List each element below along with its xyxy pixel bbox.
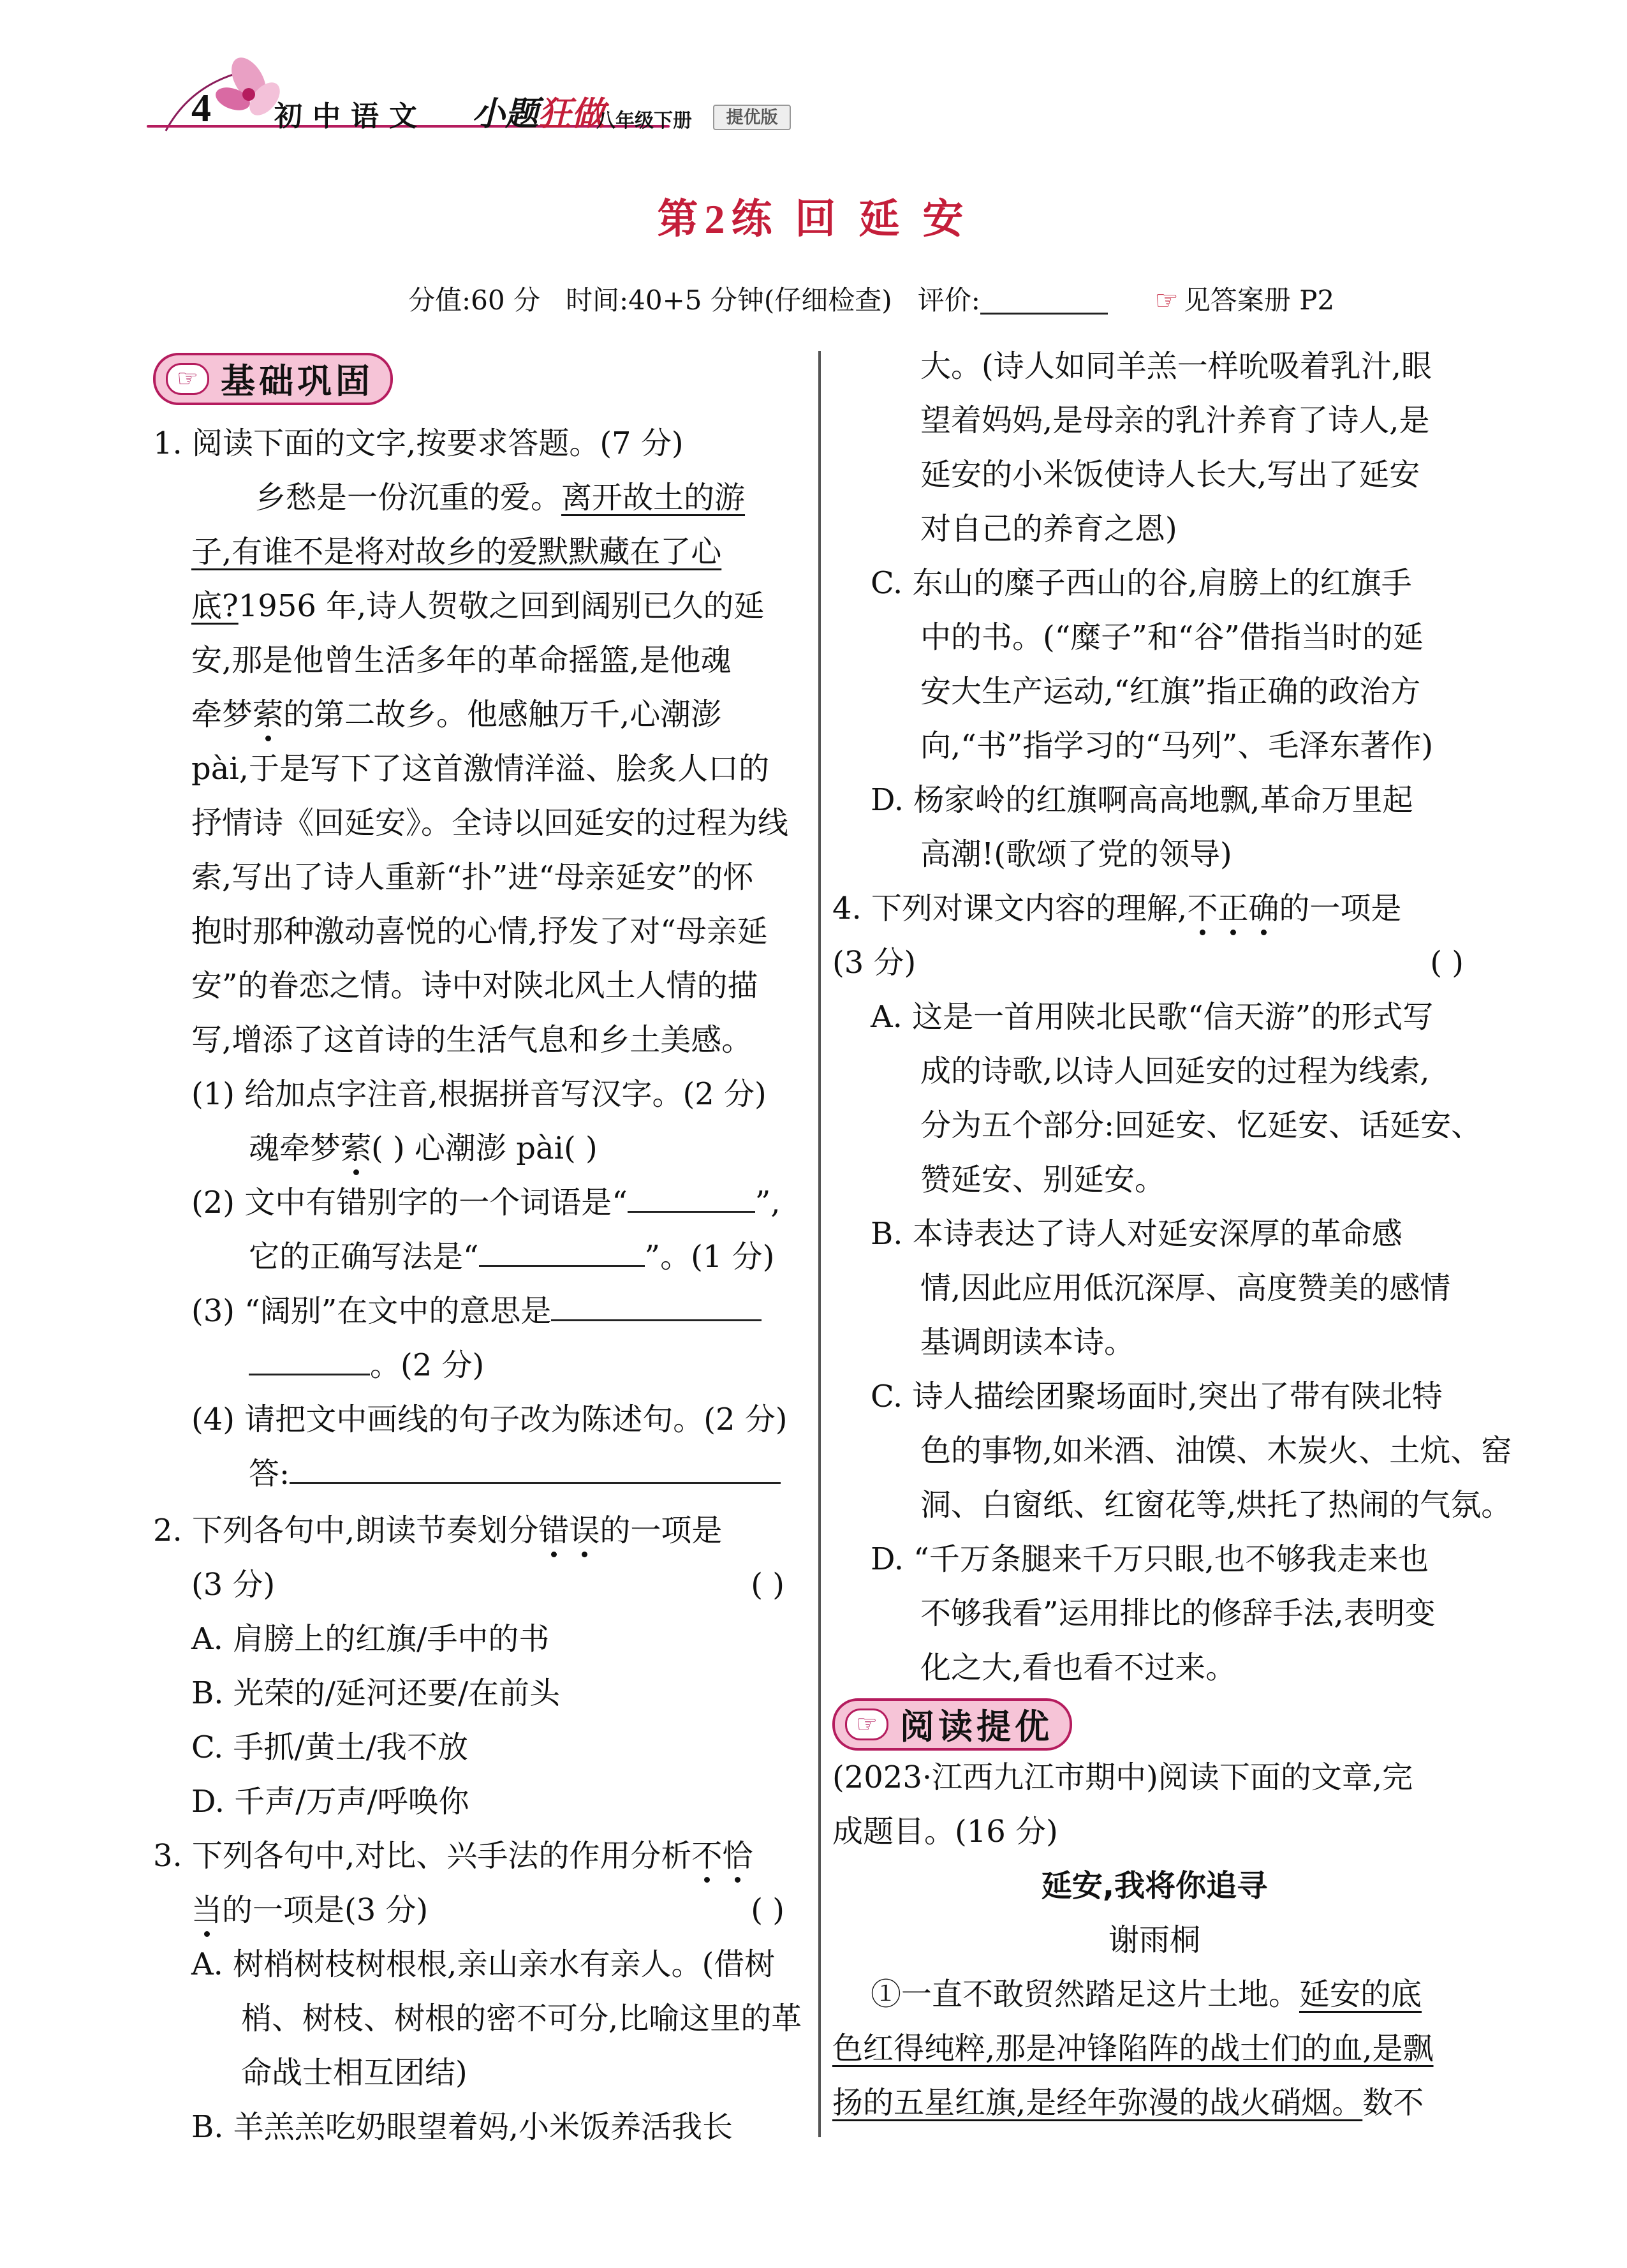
answer-blank[interactable] <box>290 1456 781 1484</box>
series-title: 初中语文 <box>274 101 427 132</box>
q3-options-left: A. 树梢树枝树根根,亲山亲水有亲人。(借树 梢、树枝、树根的密不可分,比喻这里的革 命战士相互团结) B. 羊羔羔吃奶眼望着妈,小米饭养活我长 <box>153 1938 797 2154</box>
q4-options: A. 这是一首用陕北民歌“信天游”的形式写 成的诗歌,以诗人回延安的过程为线索, 分为五个部分:回延安、忆延安、话延安、 赞延安、别延安。 B. 本诗表达了诗人对延安深厚的革命感 情,因此应用低沉深厚、高度赞美的感情 基调朗读本诗。 C. 诗人描绘团聚场面时,突出了带有陕北特 色的事物,如米酒、油馍、木炭火、土炕、窑 洞、白窗纸、红窗花等,烘托了热闹的气氛。 D. “千万条腿来千万只眼,也不够我走来也 不够我看”运用排比的修辞手法,表明变 化之大,看也看不过来。 <box>832 990 1476 1695</box>
q1-sub1: (1) 给加点字注音,根据拼音写汉字。(2 分) <box>191 1076 767 1112</box>
reading-title: 延安,我将你追寻 <box>1041 1867 1268 1904</box>
q1-sub4: (4) 请把文中画线的句子改为陈述句。(2 分) <box>191 1401 788 1437</box>
q2-option-b[interactable]: B. 光荣的/延河还要/在前头 <box>191 1675 561 1711</box>
q4-option-a[interactable]: A. 这是一首用陕北民歌“信天游”的形式写 <box>871 999 1434 1035</box>
q1-sub2: (2) 文中有错别字的一个词语是“ ”, <box>191 1184 781 1220</box>
q2-score: (3 分) ( ) <box>153 1558 797 1612</box>
rating-label: 评价: <box>917 285 980 316</box>
q2-option-a[interactable]: A. 肩膀上的红旗/手中的书 <box>191 1620 550 1657</box>
q4-stem: 4. 下列对课文内容的理解,不正确的一项是 <box>832 891 1402 926</box>
q3-stem: 3. 下列各句中,对比、兴手法的作用分析不恰 <box>153 1837 753 1874</box>
section-header-reading: ☞ 阅读提优 <box>832 1698 1072 1751</box>
brand-logo: 小题狂做 <box>472 96 605 133</box>
pointing-hand-icon: ☞ <box>1154 285 1179 316</box>
q2-answer-paren[interactable]: ( ) <box>751 1566 784 1603</box>
q1-stem: 1. 阅读下面的文字,按要求答题。(7 分) <box>153 425 684 461</box>
correct-word-blank[interactable] <box>479 1239 645 1267</box>
time-info: 时间:40+5 分钟(仔细检查) <box>566 285 892 316</box>
reading-intro-1: (2023·江西九江市期中)阅读下面的文章,完 <box>832 1759 1413 1795</box>
q1-sub3b: 。(2 分) <box>191 1338 797 1393</box>
q3-options-right: 大。(诗人如同羊羔一样吮吸着乳汁,眼 望着妈妈,是母亲的乳汁养育了诗人,是 延安的小米饭使诗人长大,写出了延安 对自己的养育之恩) C. 东山的糜子西山的谷,肩膀上的红旗手 中的书。(“糜子”和“谷”借指当时的延 安大生产运动,“红旗”指正确的政治方 向,“书”指学习的“马列”、毛泽东著作) D. 杨家岭的红旗啊高高地飘,革命万里起 高潮!(歌颂了党的领导) <box>832 339 1476 882</box>
q1-subquestions <box>153 1067 797 1501</box>
info-bar <box>408 279 1334 318</box>
q1-sub1-answer[interactable]: 魂牵梦萦( ) 心潮澎 pài( ) <box>249 1130 598 1166</box>
section-header-basics: ☞ 基础巩固 <box>153 353 393 405</box>
right-column <box>832 339 1512 2130</box>
q4-option-d[interactable]: D. “千万条腿来千万只眼,也不够我走来也 <box>871 1541 1429 1577</box>
q3-option-c[interactable]: C. 东山的糜子西山的谷,肩膀上的红旗手 <box>871 565 1412 601</box>
left-column <box>153 350 802 2154</box>
q3-option-b[interactable]: B. 羊羔羔吃奶眼望着妈,小米饭养活我长 <box>191 2109 733 2145</box>
score-info: 分值:60 分 <box>408 285 540 316</box>
reading-p2: 色红得纯粹,那是冲锋陷阵的战士们的血,是飘 <box>832 2030 1434 2066</box>
q3-option-a[interactable]: A. 树梢树枝树根根,亲山亲水有亲人。(借树 <box>191 1946 776 1982</box>
reading-p3: 扬的五星红旗,是经年弥漫的战火硝烟。数不 <box>832 2084 1424 2121</box>
edition-badge: 提优版 <box>713 105 791 130</box>
q4-answer-paren[interactable]: ( ) <box>1430 945 1464 981</box>
q2-option-d[interactable]: D. 千声/万声/呼唤你 <box>191 1783 469 1820</box>
q2-options <box>153 1612 797 1829</box>
rating-blank[interactable] <box>980 290 1108 315</box>
reading-p1: ①一直不敢贸然踏足这片土地。延安的底 <box>871 1976 1422 2012</box>
q2-stem: 2. 下列各句中,朗读节奏划分错误的一项是 <box>153 1512 723 1548</box>
reading-intro-2: 成题目。(16 分) <box>832 1813 1058 1849</box>
meaning-blank-2[interactable] <box>249 1347 370 1375</box>
q1-sub4-answer: 答: <box>191 1447 797 1501</box>
q1-sub2b: 它的正确写法是“ ”。(1 分) <box>249 1238 775 1275</box>
lesson-title: 第2练 回 延 安 <box>657 196 970 242</box>
grade-label: 八年级下册 <box>596 110 692 131</box>
wrong-word-blank[interactable] <box>628 1185 755 1213</box>
q1-sub3: (3) “阔别”在文中的意思是 <box>191 1284 797 1338</box>
q3-answer-paren[interactable]: ( ) <box>751 1892 784 1928</box>
meaning-blank-1[interactable] <box>551 1293 762 1321</box>
q4-option-b[interactable]: B. 本诗表达了诗人对延安深厚的革命感 <box>871 1216 1402 1252</box>
answer-ref: 见答案册 P2 <box>1183 285 1335 316</box>
pointing-hand-icon: ☞ <box>166 363 209 395</box>
q1-passage: 乡愁是一份沉重的爱。离开故土的游 子,有谁不是将对故乡的爱默默藏在了心 底?1956 年,诗人贺敬之回到阔别已久的延 安,那是他曾生活多年的革命摇篮,是他魂 牵梦萦的第二故乡。他感触万千,心潮澎 pài,于是写下了这首激情洋溢、脍炙人口的 抒情诗《回延安》。全诗以回延安的过程为线 索,写出了诗人重新“扑”进“母亲延安”的怀 抱时那种激动喜悦的心情,抒发了对“母亲延 安”的眷恋之情。诗中对陕北风土人情的描 写,增添了这首诗的生活气息和乡土美感。 <box>191 479 789 1058</box>
page-number: 4 <box>191 87 211 130</box>
column-divider <box>818 351 821 2137</box>
q3-stem-2: 当的一项是(3 分) ( ) <box>153 1883 797 1938</box>
q2-option-c[interactable]: C. 手抓/黄土/我不放 <box>191 1729 468 1765</box>
pointing-hand-icon: ☞ <box>845 1708 888 1740</box>
q4-score: (3 分) ( ) <box>832 936 1476 990</box>
q4-option-c[interactable]: C. 诗人描绘团聚场面时,突出了带有陕北特 <box>871 1379 1443 1414</box>
reading-author: 谢雨桐 <box>1108 1922 1200 1958</box>
q3-option-d[interactable]: D. 杨家岭的红旗啊高高地飘,革命万里起 <box>871 782 1413 818</box>
